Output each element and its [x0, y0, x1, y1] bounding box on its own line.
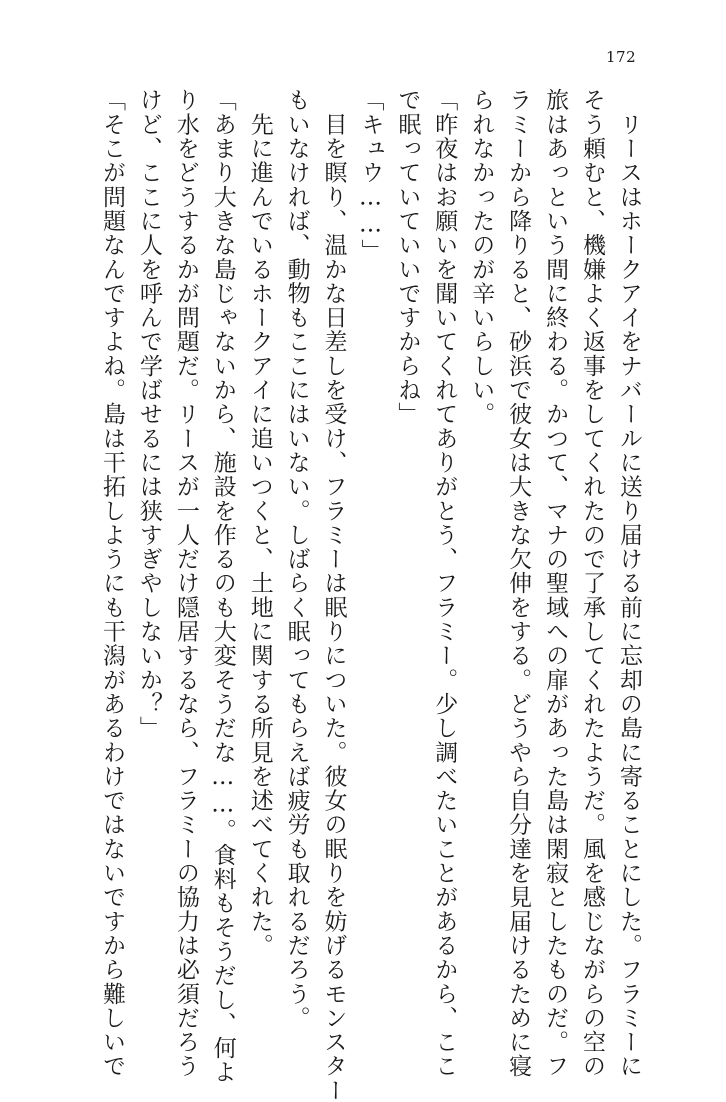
text-column: り水をどうするかが問題だ。リースが一人だけ隠居するなら、フラミーの協力は必須だろう — [172, 88, 199, 1079]
text-column: 「キュウ……」 — [357, 88, 384, 264]
text-column: けど、ここに人を呼んで学ばせるには狭すぎやしないか？」 — [135, 88, 162, 741]
vertical-text-body — [99, 88, 642, 1102]
text-column: リースはホークアイをナバールに送り届ける前に忘却の島に寄ることにした。フラミーに — [615, 88, 642, 1079]
text-column: 先に進んでいるホークアイに追いつくと、土地に関する所見を述べてくれた。 — [246, 88, 273, 958]
text-column: 「あまり大きな島じゃないから、施設を作るのも大変そうだな……。食料もそうだし、何よ — [209, 88, 236, 1085]
text-column: 「昨夜はお願いを聞いてくれてありがとう、フラミー。少し調べたいことがあるから、ここ — [431, 88, 458, 1079]
page-number: 172 — [606, 48, 637, 66]
text-column: 旅はあっという間に終わる。かつて、マナの聖域への扉があった島は閑寂としたものだ。フ — [542, 88, 569, 1079]
text-column: られなかったのが辛いらしい。 — [468, 88, 495, 427]
text-column: もいなければ、動物もここにはいない。しばらく眠ってもらえば疲労も取れるだろう。 — [283, 88, 310, 1030]
text-column: そう頼むと、機嫌よく返事をしてくれたので了承してくれたようだ。風を感じながらの空の — [578, 88, 605, 1079]
text-column: 「そこが問題なんですよね。島は干拓しようにも干潟があるわけではないですから難しいで — [99, 88, 125, 1079]
text-column: 目を瞑り、温かな日差しを受け、フラミーは眠りについた。彼女の眠りを妨げるモンスター — [320, 88, 347, 1102]
text-column: ラミーから降りると、砂浜で彼女は大きな欠伸をする。どうやら自分達を見届けるために寝 — [505, 88, 532, 1079]
text-column: で眠っていていいですからね」 — [394, 88, 421, 427]
